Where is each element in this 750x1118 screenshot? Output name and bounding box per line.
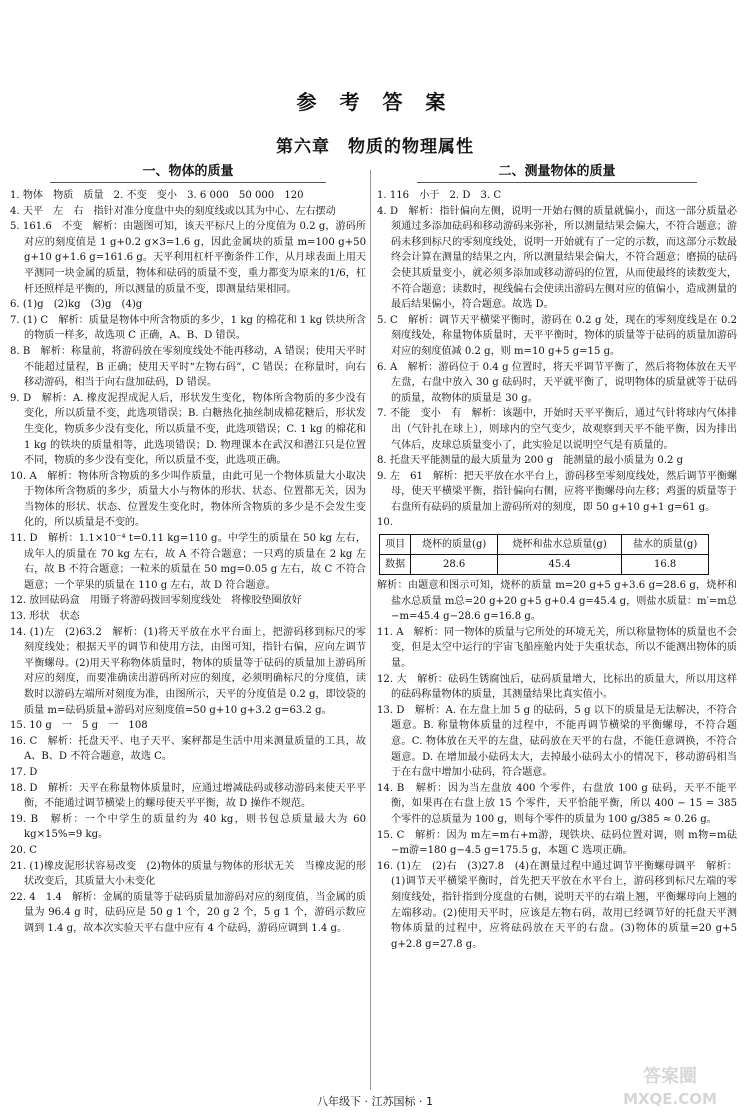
answer-item: 解析：由题意和图示可知，烧杯的质量 m=20 g+5 g+3.6 g=28.6 g，烧杯和盐水总质量 m总=20 g+20 g+5 g+0.4 g=45.4 g，则盐水质量：m′=m总−m=45.4 g−28.6 g=16.8 g。 xyxy=(377,580,737,623)
answer-item: 6. (1)g (2)kg (3)g (4)g xyxy=(10,299,143,311)
answer-item: 4. 天平 左 右 指针对准分度盘中央的刻度线或以其为中心、左右摆动 xyxy=(10,205,336,217)
table-cell: 16.8 xyxy=(622,555,709,575)
answer-item: 1. 116 小于 2. D 3. C xyxy=(377,190,502,201)
answer-item: 12. 放回砝码盒 用镊子将游码拨回零刻度线处 将橡胶垫圈放好 xyxy=(10,595,302,607)
answer-item: 15. 10 g 一 5 g 一 108 xyxy=(10,720,148,732)
answer-item: 16. (1)左 (2)右 (3)27.8 (4)在测量过程中通过调节平衡螺母调平 解析：(1)调节天平横梁平衡时，首先把天平放在水平台上，游码移到标尺左端的零刻度线处，指针指到分度盘的右侧，说明天平的右端上翘，平衡螺母向上翘的左端移动。(2)使用天平时，应该是左物右码，故用已经调节好的托盘天平测物体质量的过程中，应将砝码放在天平的右盘。(3)物体的质量=20 g+5 g+2.8 g=27.8 g。 xyxy=(377,860,741,950)
answer-item: 5. 161.6 不变 解析：由题图可知，该天平标尺上的分度值为 0.2 g，游码所对应的刻度值是 1 g+0.2 g×3=1.6 g，因此金属块的质量 m=100 g+50 g+10 g+1.6 g=161.6 g。天平利用杠杆平衡条件工作，从月球表面上用天平测同一块金属的质量，物体和砝码的质量不变，重力都变为原来的1/6，杠杆还照样是平衡的，所以测量的质量不变，即测量结果相同。 xyxy=(10,221,370,295)
answer-item: 4. D 解析：指针偏向左侧，说明一开始右侧的质量就偏小，而这一部分质量必须通过多添加砝码和移动游码来弥补，所以测量结果会偏大，不符合题意；游码未移到标尺的零刻度线处，说明一开始就有了一定的示数，而这部分示数最终会计算在测量的结果之内，所以测量结果会偏大，不符合题意；磨损的砝码会使其质量变小，就必须多添加或移动游码的位置，从而使最终的读数变大，不符合题意；读数时，视线偏右会使读出游码左侧对应的值偏小，造成测量的最后结果偏小，符合题意。故选 D。 xyxy=(377,205,737,311)
table-cell: 45.4 xyxy=(498,555,622,575)
answer-item: 5. C 解析：调节天平横梁平衡时，游码在 0.2 g 处，现在的零刻度线是在 0.2 刻度线处，称量物体质量时，天平平衡时，物体的质量等于砝码的质量加游码对应的刻度值减 0.2 g，则 m=10 g+5 g=15 g。 xyxy=(377,314,741,357)
table-header-cell: 盐水的质量(g) xyxy=(622,535,709,555)
section-title-left-text: 一、物体的质量 xyxy=(142,164,234,179)
left-column xyxy=(10,162,370,937)
table-cell: 28.6 xyxy=(411,555,498,575)
answer-item: 14. B 解析：因为当左盘放 400 个零件，右盘放 100 g 砝码，天平不能平衡，如果再在右盘上放 15 个零件，天平恰能平衡，所以 400 − 15 = 385 个零件的总质量为 100 g，则每个零件的质量为 100 g/385 ≈ 0.26 g。 xyxy=(377,782,741,825)
answer-item: 13. D 解析：A. 在左盘上加 5 g 的砝码，5 g 以下的质量是无法解决，不符合题意。B. 称量物体质量的过程中，不能再调节横梁的平衡螺母，不符合题意。C. 物体放在天平的左盘，砝码放在天平的右盘，不能任意调换，不符合题意。D. 在增加最小砝码太大，去掉最小砝码太小的情况下，移动游码相当于在右盘中增加小砝码，符合题意。 xyxy=(377,704,737,779)
page-footer: 八年级下 · 江苏国标 · 1 xyxy=(317,1095,433,1108)
table-cell: 数据 xyxy=(380,555,411,575)
section-rule xyxy=(417,182,697,183)
answer-item: 6. A 解析：游码位于 0.4 g 位置时，将天平调节平衡了，然后将物体放在天平左盘，右盘中放入 30 g 砝码时，天平就平衡了，说明物体的质量就等于砝码的质量，故物体的质量是 30 g。 xyxy=(377,361,737,404)
watermark-logo xyxy=(600,1060,740,1112)
table-header-row xyxy=(380,535,709,555)
answer-item: 17. D xyxy=(10,766,38,778)
answer-item: 7. (1) C 解析：质量是物体中所含物质的多少，1 kg 的棉花和 1 kg 铁块所含的物质一样多，故选项 C 正确，A、B、D 错误。 xyxy=(10,314,366,342)
answer-item: 9. 左 61 解析：把天平放在水平台上，游码移至零刻度线处，然后调节平衡螺母，使天平横梁平衡，指针偏向右侧，应将平衡螺母向左移；鸡蛋的质量等于右盘所有砝码的质量加上游码所对的刻度，即 50 g+10 g+1 g=61 g。 xyxy=(377,470,737,513)
answer-item: 8. B 解析：称量前，将游码放在零刻度线处不能再移动，A 错误；使用天平时不能超过量程，B 正确；使用天平时“左物右码”，C 错误；在称量时，向右移动游码，相当于向右盘加砝码，D 错误。 xyxy=(10,345,366,389)
answer-item: 18. D 解析：天平在称量物体质量时，应通过增减砝码或移动游码来使天平平衡，不能通过调节横梁上的螺母使天平平衡，故 D 操作不规范。 xyxy=(10,782,366,810)
answer-item: 10. xyxy=(377,517,394,529)
answer-item: 12. 大 解析：砝码生锈腐蚀后，砝码质量增大，比标出的质量大，所以用这样的砝码称量物体的质量，其测量结果比真实值小。 xyxy=(377,673,737,701)
answer-item: 11. D 解析：1.1×10⁻⁴ t=0.11 kg=110 g。中学生的质量在 50 kg 左右，成年人的质量在 70 kg 左右，故 A 不符合题意；一只鸡的质量在 2 kg 左右，故 B 不符合题意；一粒米的质量在 50 mg=0.05 g 左右，故 C 不符合题意；一个苹果的质量在 110 g 左右，故 D 符合题意。 xyxy=(10,533,366,591)
section-title-left xyxy=(10,162,366,183)
answer-item: 9. D 解析：A. 橡皮泥捏成泥人后，形状发生变化，物体所含物质的多少没有变化，所以质量不变，此选项错误；B. 白糖热化抽丝制成棉花糖后，形状发生变化，物质多少没有变化，所以质量不变，此选项错误；C. 1 kg 的棉花和 1 kg 的铁块的质量相等，此选项错误；D. 物理课本在武汉和潜江只是位置不同，物质的多少没有变化，所以质量不变，此选项正确。 xyxy=(10,392,370,467)
right-paragraphs-after xyxy=(377,578,741,952)
answer-item: 11. A 解析：同一物体的质量与它所处的环境无关，所以称量物体的质量也不会变，但是太空中运行的宇宙飞船座舱内处于失重状态，所以不能测出物体的质量。 xyxy=(377,626,737,670)
answer-item: 16. C 解析：托盘天平、电子天平、案秤都是生活中用来测量质量的工具，故 A、B、D 不符合题意，故选 C。 xyxy=(10,735,370,763)
table-row xyxy=(380,555,709,575)
data-table xyxy=(379,534,709,575)
table-header-cell: 烧杯和盐水总质量(g) xyxy=(498,535,622,555)
answer-item: 19. B 解析：一个中学生的质量约为 40 kg，则书包总质量最大为 60 kg×15%=9 kg。 xyxy=(10,813,370,841)
answer-item: 22. 4 1.4 解析：金属的质量等于砝码质量加游码对应的刻度值，当金属的质量为 96.4 g 时，砝码应是 50 g 1 个，20 g 2 个，5 g 1 个，游码示数应调到 1.4 g，故本次实验天平右盘中应有 4 个砝码，游码应调到 1.4 g。 xyxy=(10,891,366,934)
answer-item: 14. (1)左 (2)63.2 解析：(1)将天平放在水平台面上，把游码移到标尺的零刻度线处；根据天平的调节和使用方法，由图可知，指针右偏，应向左调节平衡螺母。(2)用天平称物体质量时，物体的质量等于砝码的质量加上游码所对应的刻度，而要准确读出游码所对应的刻度，必须明确标尺的分度值，读数时以游码左端所对刻度为准，由图所示，天平的分度值是 0.2 g，即饺袋的质量 m=砝码质量+游码对应刻度值=50 g+10 g+3.2 g=63.2 g。 xyxy=(10,626,366,716)
table-header-cell: 项目 xyxy=(380,535,411,555)
answer-item: 8. 托盘天平能测量的最大质量为 200 g 能测量的最小质量为 0.2 g xyxy=(377,455,684,467)
page-title: 参 考 答 案 xyxy=(296,90,454,114)
table-header-cell: 烧杯的质量(g) xyxy=(411,535,498,555)
right-column xyxy=(377,162,741,952)
column-divider xyxy=(370,170,371,1090)
answer-item: 10. A 解析：物体所含物质的多少叫作质量，由此可见一个物体质量大小取决于物体所含物质的多少，质量大小与物体的形状、状态、位置都无关，因为当物体的形状、状态、位置发生变化时，物体所含物质的多少是不会发生变化的，所以质量是不变的。 xyxy=(10,470,366,529)
answer-item: 15. C 解析：因为 m左=m右+m游，现铁块、砝码位置对调，则 m物=m砝−m游=180 g−4.5 g=175.5 g，本题 C 选项正确。 xyxy=(377,829,737,857)
watermark-glyph: 答案圈 xyxy=(643,1066,697,1087)
answer-item: 21. (1)橡皮泥形状容易改变 (2)物体的质量与物体的形状无关 当橡皮泥的形状改变后，其质量大小未变化 xyxy=(10,860,366,888)
answer-item: 20. C xyxy=(10,844,37,856)
answer-item: 7. 不能 变小 有 解析：该题中，开始时天平平衡后，通过气针将球内气体排出（气针扎在球上），则球内的空气变少，故观察到天平不能平衡，因为排出气体后，皮球总质量变小了，此实验足以说明空气是有质量的。 xyxy=(377,408,737,451)
chapter-title: 第六章 物质的物理属性 xyxy=(276,137,474,157)
answer-item: 1. 物体 物质 质量 2. 不变 变小 3. 6 000 50 000 120 xyxy=(10,190,304,201)
section-title-right-text: 二、测量物体的质量 xyxy=(498,164,616,179)
left-paragraphs xyxy=(10,188,370,937)
answer-item: 13. 形状 状态 xyxy=(10,611,80,623)
right-paragraphs-before xyxy=(377,188,741,531)
section-rule xyxy=(50,182,326,183)
section-title-right xyxy=(377,162,737,183)
watermark-text: MXQE.COM xyxy=(623,1090,717,1108)
